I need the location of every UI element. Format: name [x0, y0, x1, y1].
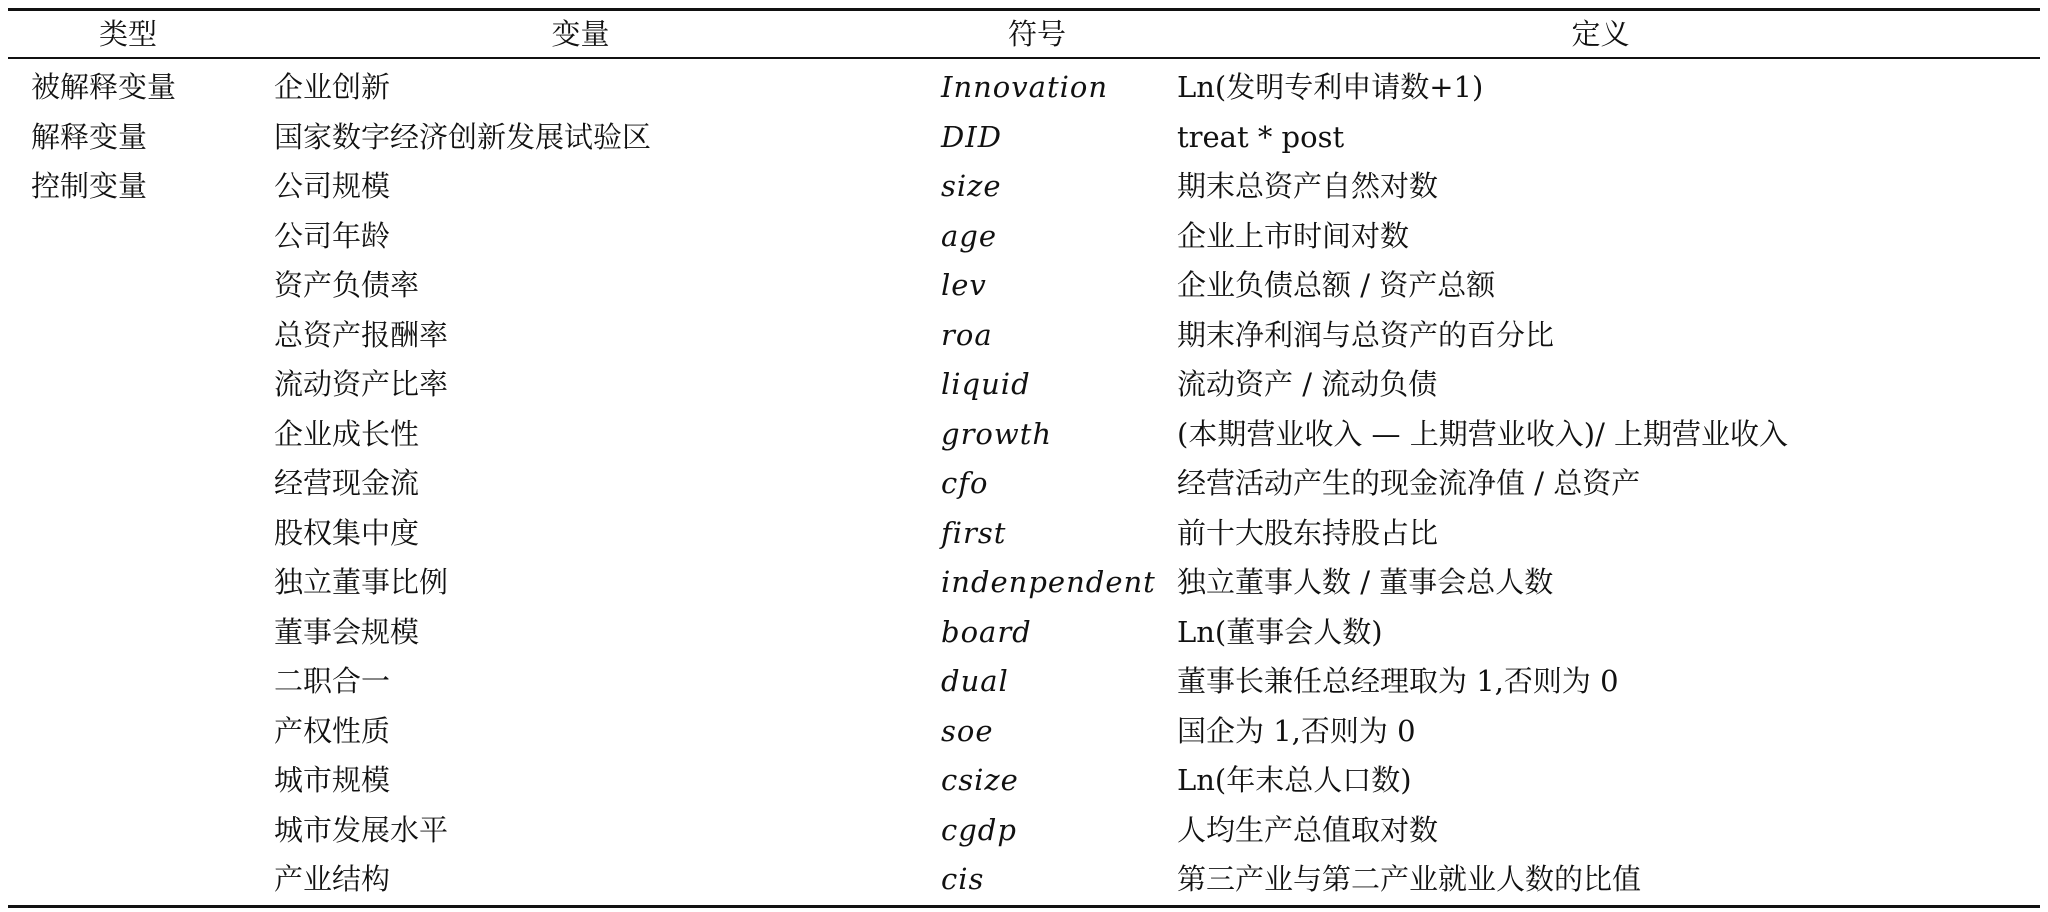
cell-definition: 第三产业与第二产业就业人数的比值: [1177, 862, 1642, 896]
cell-variable: 股权集中度: [274, 515, 420, 550]
cell-variable: 公司规模: [274, 169, 391, 203]
header-type: 类型: [98, 17, 157, 51]
header-definition: 定义: [1571, 17, 1630, 51]
cell-definition: 经营活动产生的现金流净值 / 总资产: [1177, 466, 1641, 500]
cell-definition: 期末净利润与总资产的百分比: [1177, 317, 1555, 352]
cell-type: [8, 756, 248, 806]
cell-symbol: cis: [941, 862, 985, 896]
variable-definition-table: [8, 8, 2040, 908]
cell-symbol: cgdp: [941, 812, 1017, 847]
cell-variable: 二职合一: [274, 664, 391, 698]
header-variable: 变量: [551, 17, 610, 51]
cell-variable: 企业成长性: [274, 416, 420, 451]
cell-type: [8, 261, 248, 311]
cell-definition: 企业上市时间对数: [1177, 218, 1410, 253]
table-row: [8, 707, 2040, 757]
cell-symbol: lev: [941, 268, 987, 302]
cell-definition: 国企为 1,否则为 0: [1177, 713, 1416, 748]
cell-symbol: csize: [941, 763, 1019, 797]
header-row: [8, 10, 2040, 59]
cell-symbol: cfo: [941, 466, 989, 500]
cell-symbol: soe: [941, 713, 994, 748]
cell-type: [8, 608, 248, 658]
table-row: [8, 113, 2040, 163]
cell-variable: 城市规模: [274, 763, 391, 797]
table-row: [8, 806, 2040, 856]
table-row: [8, 657, 2040, 707]
cell-variable: 经营现金流: [274, 466, 420, 500]
cell-variable: 资产负债率: [274, 268, 420, 302]
cell-symbol: liquid: [941, 367, 1031, 401]
cell-type: [8, 360, 248, 410]
cell-definition: Ln(董事会人数): [1177, 614, 1383, 649]
cell-variable: 独立董事比例: [274, 565, 449, 599]
cell-type: [8, 855, 248, 906]
table-header: [8, 10, 2040, 59]
table-row: [8, 162, 2040, 212]
cell-symbol: age: [941, 218, 998, 253]
cell-type: 解释变量: [31, 119, 148, 154]
cell-type: [8, 459, 248, 509]
cell-symbol: DID: [941, 119, 1002, 154]
table-row: [8, 58, 2040, 113]
cell-type: [8, 707, 248, 757]
cell-definition: 流动资产 / 流动负债: [1177, 367, 1438, 401]
cell-variable: 城市发展水平: [274, 812, 449, 847]
cell-variable: 企业创新: [274, 70, 391, 104]
cell-type: [8, 311, 248, 361]
cell-definition: 董事长兼任总经理取为 1,否则为 0: [1177, 664, 1619, 698]
cell-definition: 前十大股东持股占比: [1177, 515, 1439, 550]
cell-type: [8, 410, 248, 460]
cell-type: [8, 806, 248, 856]
table-row: [8, 756, 2040, 806]
cell-symbol: Innovation: [941, 70, 1109, 104]
table-row: [8, 311, 2040, 361]
cell-variable: 产业结构: [274, 862, 391, 896]
cell-definition: 期末总资产自然对数: [1177, 169, 1439, 203]
table-row: [8, 410, 2040, 460]
cell-definition: treat * post: [1177, 119, 1345, 154]
cell-definition: Ln(年末总人口数): [1177, 763, 1412, 797]
header-symbol: 符号: [1007, 17, 1066, 51]
cell-symbol: roa: [941, 317, 993, 352]
cell-type: [8, 657, 248, 707]
cell-symbol: board: [941, 614, 1032, 649]
cell-type: [8, 558, 248, 608]
cell-variable: 产权性质: [274, 713, 391, 748]
table-row: [8, 459, 2040, 509]
cell-definition: 人均生产总值取对数: [1177, 812, 1439, 847]
cell-variable: 流动资产比率: [274, 367, 449, 401]
table-row: [8, 608, 2040, 658]
table-row: [8, 261, 2040, 311]
cell-variable: 国家数字经济创新发展试验区: [274, 119, 652, 154]
cell-symbol: growth: [941, 416, 1053, 451]
cell-definition: 独立董事人数 / 董事会总人数: [1177, 565, 1554, 599]
cell-variable: 董事会规模: [274, 614, 420, 649]
table-row: [8, 855, 2040, 906]
cell-definition: (本期营业收入 — 上期营业收入)/ 上期营业收入: [1177, 416, 1789, 451]
cell-type: [8, 212, 248, 262]
cell-type: 被解释变量: [31, 70, 177, 104]
table-body: [8, 58, 2040, 906]
table-row: [8, 558, 2040, 608]
table-row: [8, 212, 2040, 262]
cell-type: [8, 509, 248, 559]
cell-symbol: dual: [941, 664, 1009, 698]
cell-symbol: size: [941, 169, 1002, 203]
cell-definition: Ln(发明专利申请数+1): [1177, 70, 1484, 104]
table: [8, 8, 2040, 908]
cell-symbol: indenpendent: [941, 565, 1156, 599]
cell-type: 控制变量: [31, 169, 148, 203]
table-row: [8, 509, 2040, 559]
table-row: [8, 360, 2040, 410]
cell-variable: 总资产报酬率: [274, 317, 449, 352]
cell-definition: 企业负债总额 / 资产总额: [1177, 268, 1496, 302]
cell-symbol: first: [941, 515, 1007, 550]
cell-variable: 公司年龄: [274, 218, 391, 253]
